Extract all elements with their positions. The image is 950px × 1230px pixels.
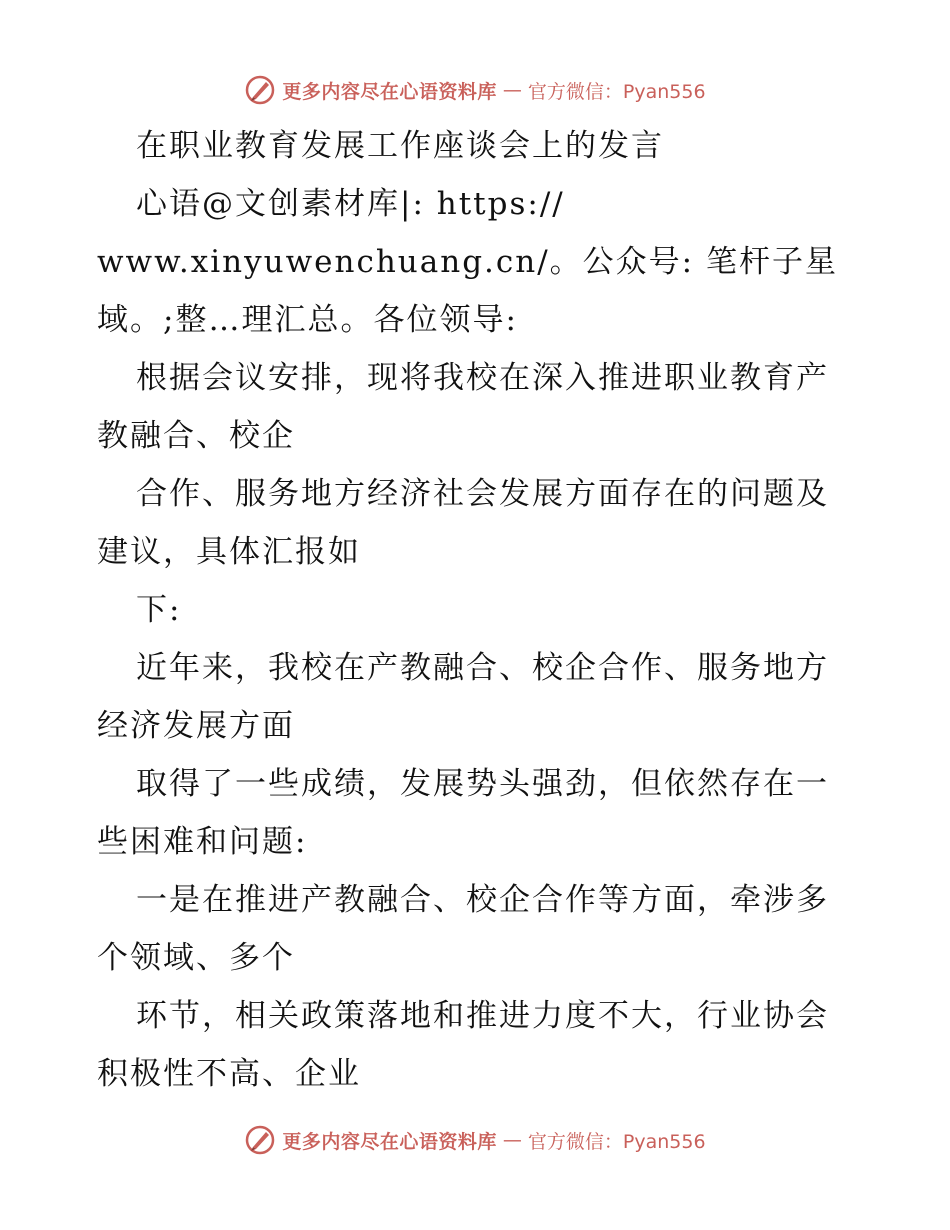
- watermark-dash: —: [502, 1129, 522, 1151]
- text-line: 环节，相关政策落地和推进力度不大，行业协会: [136, 998, 829, 1034]
- quill-logo-icon: [244, 74, 276, 106]
- text-line: 教融合、校企: [97, 418, 295, 454]
- text-line: www.xinyuwenchuang.cn/。公众号: 笔杆子星: [97, 244, 838, 280]
- document-body: [97, 117, 857, 1103]
- text-line: 根据会议安排，现将我校在深入推进职业教育产: [136, 360, 829, 396]
- watermark-dash: —: [502, 79, 522, 101]
- watermark-wechat-text: 官方微信：Pyan556: [527, 1130, 706, 1153]
- header-watermark: [0, 70, 950, 110]
- text-line: 下:: [136, 592, 182, 628]
- text-line: 个领域、多个: [97, 940, 295, 976]
- footer-watermark: [0, 1120, 950, 1160]
- text-line: 心语@文创素材库|: https://: [136, 186, 565, 222]
- watermark-main-text: 更多内容尽在心语资料库: [282, 1130, 497, 1153]
- text-line: 积极性不高、企业: [97, 1056, 361, 1092]
- text-line: 合作、服务地方经济社会发展方面存在的问题及: [136, 476, 829, 512]
- watermark-main-text: 更多内容尽在心语资料库: [282, 80, 497, 103]
- text-line: 经济发展方面: [97, 708, 295, 744]
- text-line: 近年来，我校在产教融合、校企合作、服务地方: [136, 650, 829, 686]
- text-line: 些困难和问题:: [97, 824, 308, 860]
- watermark-wechat-text: 官方微信：Pyan556: [527, 80, 706, 103]
- text-line: 在职业教育发展工作座谈会上的发言: [136, 128, 664, 164]
- text-line: 取得了一些成绩，发展势头强劲，但依然存在一: [136, 766, 829, 802]
- text-line: 域。;整…理汇总。各位领导:: [97, 302, 518, 338]
- quill-logo-icon: [244, 1124, 276, 1156]
- text-line: 建议，具体汇报如: [97, 534, 361, 570]
- text-line: 一是在推进产教融合、校企合作等方面，牵涉多: [136, 882, 829, 918]
